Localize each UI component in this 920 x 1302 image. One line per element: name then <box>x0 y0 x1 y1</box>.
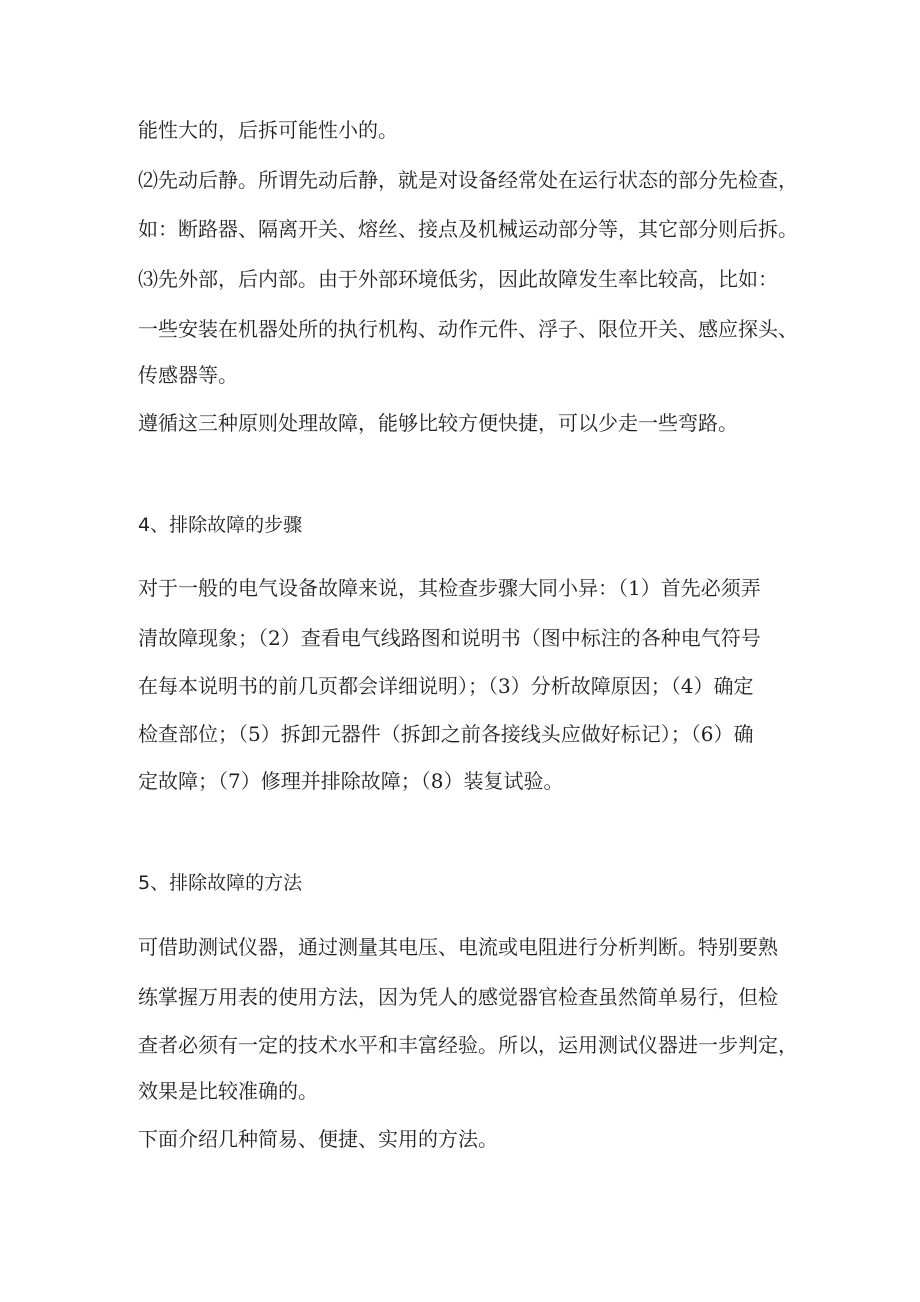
paragraph-line: 可借助测试仪器，通过测量其电压、电流或电阻进行分析判断。特别要熟 <box>138 935 778 959</box>
paragraph-line: 一些安装在机器处所的执行机构、动作元件、浮子、限位开关、感应探头、 <box>138 317 798 341</box>
paragraph-line: 检查部位；（5）拆卸元器件（拆卸之前各接线头应做好标记）；（6）确 <box>138 722 754 746</box>
paragraph-line: 能性大的，后拆可能性小的。 <box>138 118 398 142</box>
paragraph-line: ⑶先外部，后内部。由于外部环境低劣，因此故障发生率比较高，比如： <box>138 267 778 291</box>
paragraph-line: 清故障现象；（2）查看电气线路图和说明书（图中标注的各种电气符号 <box>138 626 761 650</box>
section-heading-steps: 4、排除故障的步骤 <box>138 514 303 536</box>
paragraph-line: 下面介绍几种简易、便捷、实用的方法。 <box>138 1127 498 1151</box>
paragraph-line: 如：断路器、隔离开关、熔丝、接点及机械运动部分等，其它部分则后拆。 <box>138 217 798 241</box>
paragraph-line: 对于一般的电气设备故障来说，其检查步骤大同小异：（1）首先必须弄 <box>138 576 761 600</box>
paragraph-line: 遵循这三种原则处理故障，能够比较方便快捷，可以少走一些弯路。 <box>138 411 738 435</box>
paragraph-line: ⑵先动后静。所谓先动后静，就是对设备经常处在运行状态的部分先检查， <box>138 168 798 192</box>
section-heading-methods: 5、排除故障的方法 <box>138 872 303 894</box>
paragraph-line: 在每本说明书的前几页都会详细说明）；（3）分析故障原因；（4）确定 <box>138 674 754 698</box>
paragraph-line: 定故障；（7）修理并排除故障；（8）装复试验。 <box>138 769 564 793</box>
paragraph-line: 效果是比较准确的。 <box>138 1079 318 1103</box>
paragraph-line: 练掌握万用表的使用方法，因为凭人的感觉器官检查虽然简单易行，但检 <box>138 985 778 1009</box>
paragraph-line: 查者必须有一定的技术水平和丰富经验。所以，运用测试仪器进一步判定， <box>138 1033 798 1057</box>
paragraph-line: 传感器等。 <box>138 363 238 387</box>
